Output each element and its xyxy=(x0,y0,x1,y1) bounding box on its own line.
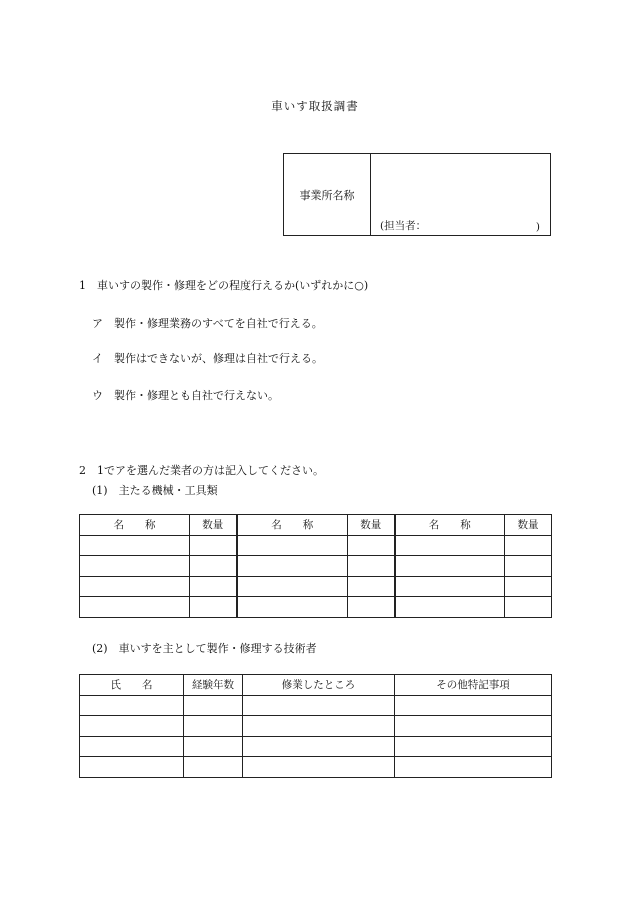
table-row xyxy=(80,556,552,577)
table-cell[interactable] xyxy=(80,736,184,757)
table-cell[interactable] xyxy=(184,736,243,757)
table-row xyxy=(80,736,552,757)
technicians-table-header xyxy=(80,675,552,696)
table-cell[interactable] xyxy=(237,535,348,556)
table-cell[interactable] xyxy=(190,535,237,556)
office-name-box xyxy=(283,153,551,236)
table-cell[interactable] xyxy=(237,597,348,618)
table-cell[interactable] xyxy=(505,556,552,577)
table-cell[interactable] xyxy=(348,576,395,597)
tech-header-years: 経験年数 xyxy=(184,675,243,696)
table-cell[interactable] xyxy=(395,736,552,757)
section1-option-a: ア 製作・修理業務のすべてを自社で行える。 xyxy=(92,317,323,330)
document-title: 車いす取扱調書 xyxy=(271,99,359,113)
tech-header-name: 氏 名 xyxy=(80,675,184,696)
table-cell[interactable] xyxy=(190,556,237,577)
table-cell[interactable] xyxy=(80,535,190,556)
section1-option-i: イ 製作はできないが、修理は自社で行える。 xyxy=(92,352,323,365)
table-cell[interactable] xyxy=(243,716,395,737)
tech-header-notes: その他特記事項 xyxy=(395,675,552,696)
table-cell[interactable] xyxy=(505,576,552,597)
section2-sub2-heading: (2) 車いすを主として製作・修理する技術者 xyxy=(92,642,317,655)
technicians-table xyxy=(79,674,552,778)
table-cell[interactable] xyxy=(80,757,184,778)
office-name-label: 事業所名称 xyxy=(284,154,371,235)
table-row xyxy=(80,716,552,737)
table-row xyxy=(80,597,552,618)
table-cell[interactable] xyxy=(395,757,552,778)
table-cell[interactable] xyxy=(395,597,505,618)
section1-option-u: ウ 製作・修理とも自社で行えない。 xyxy=(92,389,279,402)
table-row xyxy=(80,576,552,597)
contact-person-close: ) xyxy=(535,221,540,233)
table-cell[interactable] xyxy=(80,695,184,716)
table-cell[interactable] xyxy=(184,716,243,737)
section2-sub1-heading: (1) 主たる機械・工具類 xyxy=(92,484,218,497)
contact-person-label: (担当者： xyxy=(380,220,427,232)
table-cell[interactable] xyxy=(243,695,395,716)
table-cell[interactable] xyxy=(190,597,237,618)
table-cell[interactable] xyxy=(395,556,505,577)
tools-table xyxy=(79,514,552,618)
table-cell[interactable] xyxy=(395,535,505,556)
table-cell[interactable] xyxy=(184,695,243,716)
tools-header-qty: 数量 xyxy=(348,515,395,536)
table-cell[interactable] xyxy=(348,597,395,618)
table-cell[interactable] xyxy=(348,556,395,577)
table-cell[interactable] xyxy=(395,716,552,737)
tools-header-name: 名 称 xyxy=(237,515,348,536)
section2-heading: 2 1でアを選んだ業者の方は記入してください。 xyxy=(79,464,324,477)
tools-header-qty: 数量 xyxy=(505,515,552,536)
table-cell[interactable] xyxy=(80,556,190,577)
tools-header-name: 名 称 xyxy=(395,515,505,536)
table-cell[interactable] xyxy=(505,535,552,556)
tools-table-header xyxy=(80,515,552,536)
table-cell[interactable] xyxy=(80,576,190,597)
tools-header-qty: 数量 xyxy=(190,515,237,536)
table-cell[interactable] xyxy=(395,695,552,716)
table-cell[interactable] xyxy=(184,757,243,778)
table-cell[interactable] xyxy=(190,576,237,597)
table-row xyxy=(80,695,552,716)
table-cell[interactable] xyxy=(80,716,184,737)
table-cell[interactable] xyxy=(395,576,505,597)
table-cell[interactable] xyxy=(348,535,395,556)
table-cell[interactable] xyxy=(237,576,348,597)
table-cell[interactable] xyxy=(243,757,395,778)
table-row xyxy=(80,535,552,556)
tech-header-training: 修業したところ xyxy=(243,675,395,696)
table-cell[interactable] xyxy=(243,736,395,757)
table-cell[interactable] xyxy=(505,597,552,618)
tools-header-name: 名 称 xyxy=(80,515,190,536)
table-cell[interactable] xyxy=(237,556,348,577)
table-row xyxy=(80,757,552,778)
section1-heading: 1 車いすの製作・修理をどの程度行えるか(いずれかに○) xyxy=(79,279,369,292)
table-cell[interactable] xyxy=(80,597,190,618)
